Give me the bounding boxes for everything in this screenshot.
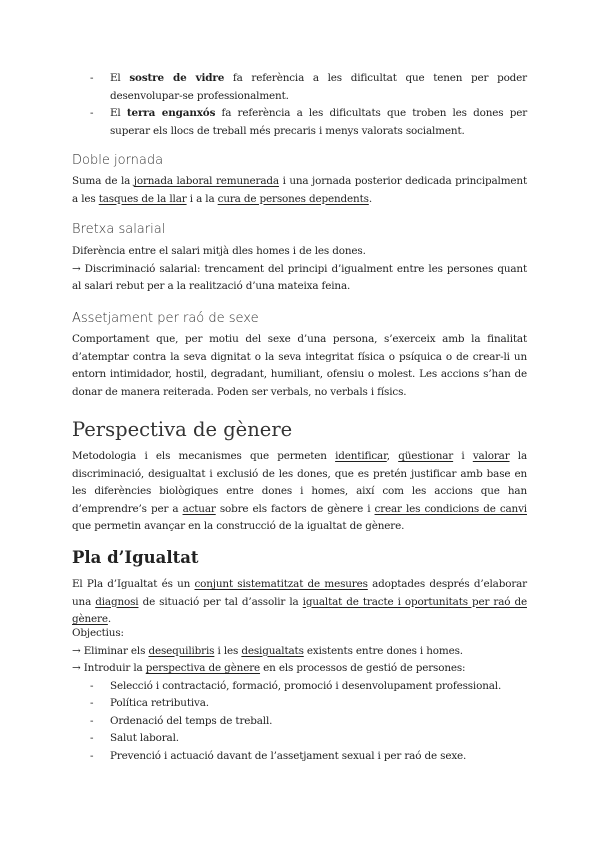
heading-assetjament: Assetjament per raó de sexe [72, 311, 259, 326]
underlined-term: desigualtats [241, 644, 304, 657]
bold-term: sostre de vidre [129, 72, 225, 84]
objective-line [72, 660, 527, 678]
text-segment: El [110, 72, 130, 84]
heading-perspectiva-genere: Perspectiva de gènere [72, 418, 293, 441]
text-segment: . [107, 613, 112, 625]
text-segment: que permetin avançar en la construcció de la igualtat de gènere. [72, 520, 405, 532]
bold-term: terra enganxós [126, 107, 216, 119]
text-segment: Metodologia i els mecanismes que permeten [72, 450, 336, 462]
list-item: - Prevenció i actuació davant de l’assetjament sexual i per raó de sexe. [90, 749, 467, 762]
underlined-term: crear les condicions de canvi [374, 502, 527, 515]
objectives-label: Objectius: [72, 627, 124, 639]
text-segment: → Introduir la [72, 662, 146, 674]
underlined-term: cura de persones dependents [217, 192, 369, 205]
list-item-text: Prevenció i actuació davant de l’assetjament sexual i per raó de sexe. [110, 749, 467, 762]
list-item-text [110, 72, 527, 102]
list-item: - Política retributiva. [90, 697, 209, 709]
underlined-term: qüestionar [398, 450, 454, 462]
list-item: - El terra enganxós fa referència a les dificultats que troben les dones per superar els llocs de treball més precaris i menys valorats socialment. [90, 107, 528, 137]
list-item: - El sostre de vidre fa referència a les dificultat que tenen per poder desenvolupar-se professionalment. [90, 72, 528, 102]
text-segment: El Pla d’Igualtat és un [72, 578, 195, 590]
paragraph-doble-jornada [72, 173, 527, 208]
heading-bretxa-salarial: Bretxa salarial [72, 222, 166, 237]
underlined-term: perspectiva de gènere [145, 662, 261, 674]
objectives-block [72, 625, 527, 765]
paragraph-pla-igualtat [72, 576, 527, 629]
underlined-term: igualtat de tracte i oportunitats per raó de gènere [72, 595, 527, 625]
underlined-term: actuar [182, 502, 216, 515]
underlined-term: identificar [335, 450, 387, 462]
bretxa-line: Diferència entre el salari mitjà dles homes i de les dones. [72, 245, 366, 257]
text-segment: de situació per tal d’assolir la [138, 595, 303, 608]
list-item-text: Política retributiva. [110, 697, 209, 709]
underlined-term: desequilibris [148, 644, 215, 657]
underlined-term: diagnosi [95, 595, 139, 608]
text-segment: en els processos de gestió de persones: [260, 662, 466, 674]
paragraph-bretxa-salarial [72, 243, 527, 296]
list-item: - Selecció i contractació, formació, promoció i desenvolupament professional. [90, 679, 502, 692]
text-segment: adoptades després d’elaborar una [72, 578, 527, 608]
list-item-text: Salut laboral. [110, 732, 179, 744]
text-segment: fa referència a les dificultat que tenen per poder desenvolupar-se professionalment. [110, 72, 528, 102]
list-item: - Ordenació del temps de treball. [90, 714, 273, 727]
text-segment: i les [214, 644, 242, 657]
underlined-term: valorar [472, 450, 510, 462]
text-segment: → Eliminar els [72, 644, 149, 657]
paragraph-perspectiva-genere [72, 448, 527, 536]
objectives-sublist [72, 678, 527, 766]
underlined-term: conjunt sistematitzat de mesures [194, 578, 368, 590]
glass-ceiling-list [72, 70, 527, 140]
heading-doble-jornada: Doble jornada [72, 153, 164, 168]
text-segment: i a la [186, 192, 218, 205]
heading-pla-igualtat: Pla d’Igualtat [72, 548, 199, 567]
objective-line [72, 643, 527, 661]
paragraph-assetjament: Comportament que, per motiu del sexe d’una persona, s’exerceix amb la finalitat d’atemptar contra la seva dignitat o la seva integritat física o psíquica o de crear-li un entorn intimidador, hostil, degradant, humiliant, ofensiu o molest. Les accions s’han de donar de manera reiterada. Poden ser verbals, no verbals i físics. [72, 333, 527, 398]
text-segment: i [453, 450, 473, 462]
text-segment: fa referència a les dificultats que troben les dones per superar els llocs de treball més precaris i menys valorats socialment. [110, 107, 528, 137]
list-item-text [110, 107, 527, 137]
text-segment: El [110, 107, 127, 119]
underlined-term: tasques de la llar [98, 192, 187, 205]
text-segment: Suma de la [72, 175, 134, 187]
text-segment: , [386, 450, 399, 462]
bretxa-line: → Discriminació salarial: trencament del principi d’igualment entre les persones quant al salari rebut per a la realització d’una mateixa feina. [72, 262, 527, 292]
list-item-text: Selecció i contractació, formació, promoció i desenvolupament professional. [110, 679, 502, 692]
text-segment: . [368, 192, 372, 205]
text-segment: sobre els factors de gènere i [215, 502, 375, 515]
list-item: - Salut laboral. [90, 732, 179, 744]
text-segment: existents entre dones i homes. [303, 644, 463, 657]
underlined-term: jornada laboral remunerada [133, 175, 279, 187]
text-segment: la discriminació, desigualtat i exclusió de les dones, que es pretén justificar amb base en les diferències biològiques entre dones i homes, així com les accions que han d’emprendre’s per a [72, 450, 528, 515]
text-segment: i una jornada posterior dedicada principalment a les [72, 175, 528, 205]
list-item-text: Ordenació del temps de treball. [110, 714, 273, 727]
